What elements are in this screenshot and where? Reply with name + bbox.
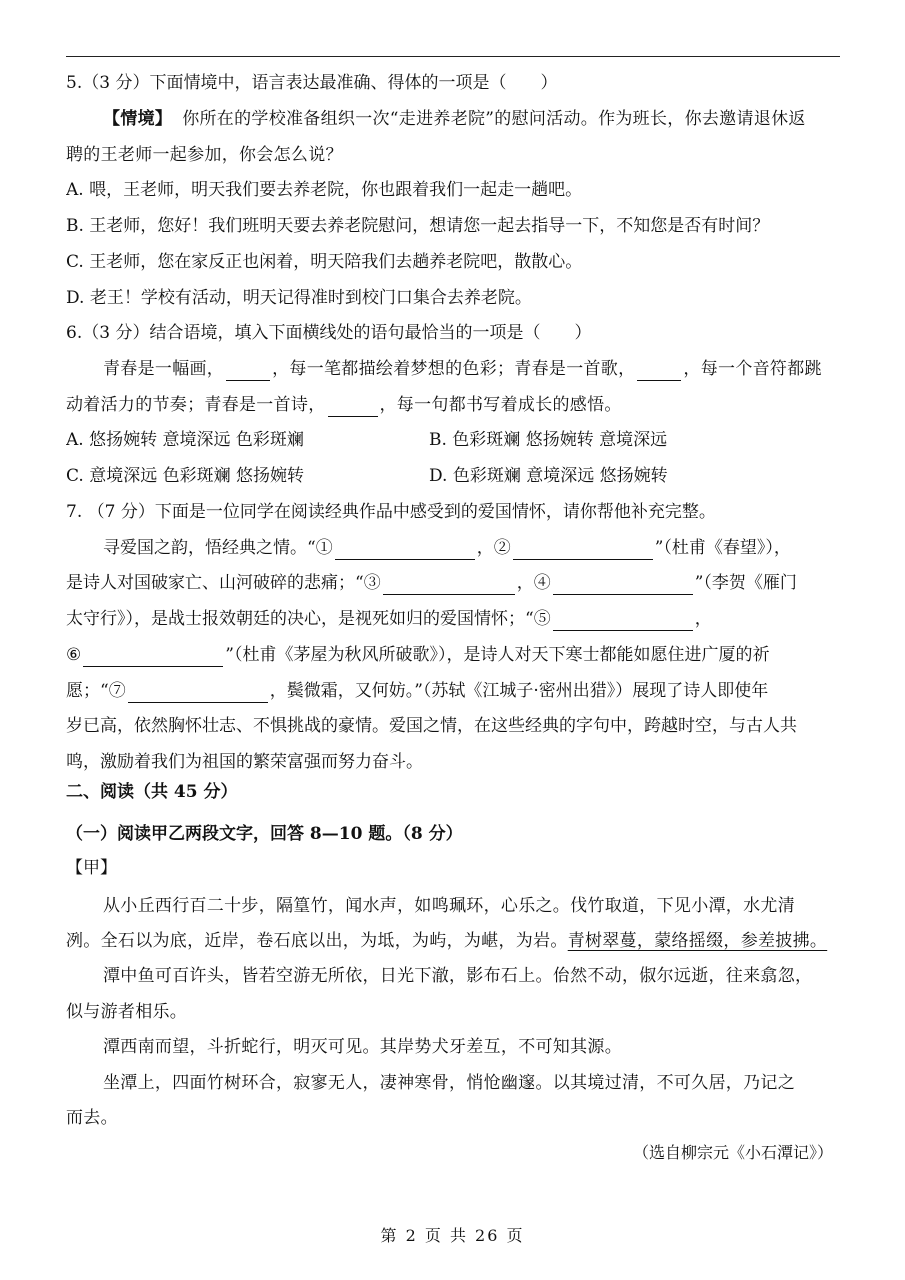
q7-text: ”（李贺《雁门: [694, 573, 797, 593]
q7-text: 是诗人对国破家亡、山河破碎的悲痛；“③: [66, 573, 381, 593]
q7-text: ”（杜甫《茅屋为秋风所破歌》），是诗人对天下寒士都能如愿住进广厦的祈: [225, 645, 770, 665]
page-footer: 第 2 页 共 26 页: [380, 1226, 525, 1245]
section-title: 二、阅读（共 45 分）: [66, 782, 238, 802]
q7-blank-6: [83, 646, 223, 667]
q5-context-line2: 聘的王老师一起参加，你会怎么说？: [66, 145, 343, 165]
q6-options-row2: [66, 464, 840, 488]
q7-line6: 岁已高，依然胸怀壮志、不惧挑战的豪情。爱国之情，在这些经典的字句中，跨越时空，与古人共: [66, 716, 797, 736]
q5-context-line1: [103, 107, 840, 131]
q6-text-c: ，每一个音符都跳: [683, 359, 822, 379]
q5-context-label: 【情境】: [103, 109, 173, 129]
q6-option-a: A. 悠扬婉转 意境深远 色彩斑斓: [66, 430, 304, 450]
q7-line7: 鸣，激励着我们为祖国的繁荣富强而努力奋斗。: [66, 752, 423, 772]
q7-line5: [66, 679, 840, 703]
header-rule: [66, 56, 840, 57]
q6-text-a: 青春是一幅画，: [103, 359, 225, 379]
q7-blank-5: [553, 610, 693, 631]
q6-text-e: ，每一句都书写着成长的感悟。: [379, 395, 622, 415]
q5-option-b: B. 王老师，您好！我们班明天要去养老院慰问，想请您一起去指导一下，不知您是否有时间？: [66, 216, 770, 236]
q7-text: ，④: [516, 573, 551, 593]
q6-text-b: ，每一笔都描绘着梦想的色彩；青春是一首歌，: [272, 359, 636, 379]
q7-line2: [66, 571, 840, 595]
q6-option-d: D. 色彩斑斓 意境深远 悠扬婉转: [429, 466, 668, 486]
q6-blank-3: [328, 396, 378, 417]
q5-stem: 5.（3 分）下面情境中，语言表达最准确、得体的一项是（ ）: [66, 73, 558, 93]
q7-blank-2: [513, 539, 653, 560]
q6-context-line2: [66, 393, 840, 417]
section-subtitle: （一）阅读甲乙两段文字，回答 8—10 题。（8 分）: [66, 824, 463, 844]
q7-line4: [66, 643, 840, 667]
q7-line3: [66, 607, 840, 631]
q6-option-b: B. 色彩斑斓 悠扬婉转 意境深远: [429, 430, 668, 450]
passage-p4-line1: 坐潭上，四面竹树环合，寂寥无人，凄神寒骨，悄怆幽邃。以其境过清，不可久居，乃记之: [103, 1073, 795, 1093]
passage-p2-line1: 潭中鱼可百许头，皆若空游无所依，日光下澈，影布石上。佁然不动，俶尔远逝，往来翕忽，: [103, 966, 813, 986]
passage-p1-line1: 从小丘西行百二十步，隔篁竹，闻水声，如鸣珮环，心乐之。伐竹取道，下见小潭，水尤清: [103, 896, 795, 916]
q7-text: ，鬓微霜，又何妨。”（苏轼《江城子·密州出猎》）展现了诗人即使年: [269, 681, 769, 701]
passage-label-jia: 【甲】: [66, 858, 117, 878]
q7-text: 愿；“⑦: [66, 681, 126, 701]
q7-blank-3: [383, 574, 515, 595]
q7-text: ⑥: [66, 645, 82, 665]
q5-option-d: D. 老王！学校有活动，明天记得准时到校门口集合去养老院。: [66, 288, 532, 308]
q6-option-c: C. 意境深远 色彩斑斓 悠扬婉转: [66, 466, 305, 486]
q7-line1: [103, 536, 840, 560]
q5-option-a: A. 喂，王老师，明天我们要去养老院，你也跟着我们一起走一趟吧。: [66, 180, 583, 200]
passage-p4-line2: 而去。: [66, 1108, 118, 1128]
q5-option-c: C. 王老师，您在家反正也闲着，明天陪我们去趟养老院吧，散散心。: [66, 252, 583, 272]
q6-blank-1: [226, 360, 270, 381]
q5-context-text: 你所在的学校准备组织一次“走进养老院”的慰问活动。作为班长，你去邀请退休返: [182, 109, 806, 129]
q7-text: 太守行》），是战士报效朝廷的决心，是视死如归的爱国情怀；“⑤: [66, 609, 551, 629]
q6-context-line1: [103, 357, 840, 381]
passage-p1-line2: [66, 929, 840, 953]
q7-blank-4: [553, 574, 693, 595]
passage-p2-line2: 似与游者相乐。: [66, 1002, 188, 1022]
q6-options-row1: [66, 428, 840, 452]
q7-text: ，: [694, 609, 712, 629]
q7-text: ，②: [476, 538, 511, 558]
q7-blank-7: [128, 682, 268, 703]
q7-text: 寻爱国之韵，悟经典之情。“①: [103, 538, 333, 558]
q6-text-d: 动着活力的节奏；青春是一首诗，: [66, 395, 326, 415]
passage-p3-line1: 潭西南而望，斗折蛇行，明灭可见。其岸势犬牙差互，不可知其源。: [103, 1037, 622, 1057]
q7-blank-1: [335, 539, 475, 560]
passage-text: 冽。全石以为底，近岸，卷石底以出，为坻，为屿，为嵁，为岩。: [66, 931, 568, 951]
q6-stem: 6.（3 分）结合语境，填入下面横线处的语句最恰当的一项是（ ）: [66, 323, 592, 343]
underlined-sentence: 青树翠蔓，蒙络摇缀，参差披拂。: [567, 931, 828, 951]
passage-source: （选自柳宗元《小石潭记》）: [632, 1143, 833, 1162]
q7-stem: 7. （7 分）下面是一位同学在阅读经典作品中感受到的爱国情怀，请你帮他补充完整。: [66, 502, 716, 522]
q7-text: ”（杜甫《春望》），: [654, 538, 791, 558]
q6-blank-2: [637, 360, 681, 381]
